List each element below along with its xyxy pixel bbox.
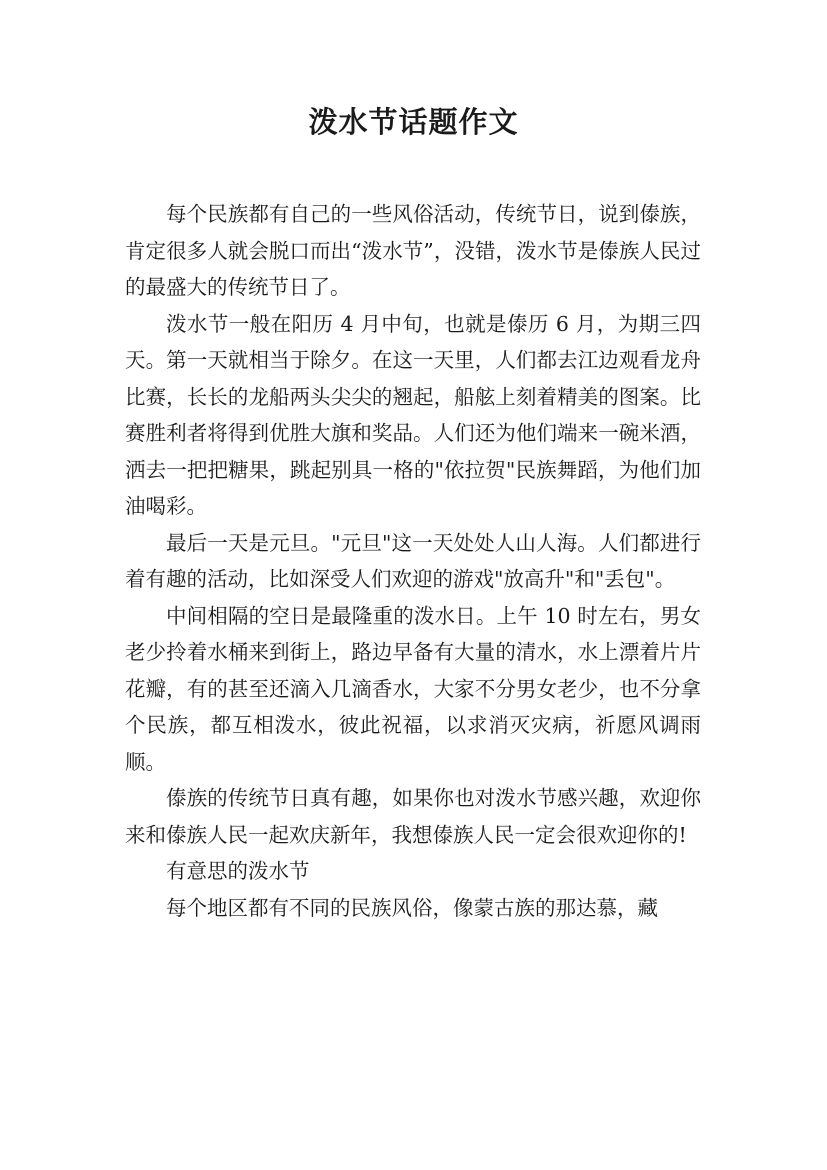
paragraph: 泼水节一般在阳历 4 月中旬，也就是傣历 6 月，为期三四天。第一天就相当于除夕。在这一天里，人们都去江边观看龙舟比赛，长长的龙船两头尖尖的翘起，船舷上刻着精美的图案。比赛胜利者将得到优胜大旗和奖品。人们还为他们端来一碗米酒，洒去一把把糖果，跳起别具一格的"依拉贺"民族舞蹈，为他们加油喝彩。 [125, 311, 701, 518]
document-title: 泼水节话题作文 [308, 105, 519, 139]
paragraph: 傣族的传统节日真有趣，如果你也对泼水节感兴趣，欢迎你来和傣族人民一起欢庆新年，我想傣族人民一定会很欢迎你的! [125, 786, 701, 847]
paragraph: 每个地区都有不同的民族风俗，像蒙古族的那达慕，藏 [166, 895, 658, 920]
section-heading: 有意思的泼水节 [166, 859, 310, 883]
paragraph: 中间相隔的空日是最隆重的泼水日。上午 10 时左右，男女老少拎着水桶来到街上，路边早备有大量的清水，水上漂着片片花瓣，有的甚至还滴入几滴香水，大家不分男女老少，也不分拿个民族，都互相泼水，彼此祝福，以求消灭灾病，祈愿风调雨顺。 [125, 603, 701, 774]
document-body [125, 196, 701, 926]
paragraph: 每个民族都有自己的一些风俗活动，传统节日，说到傣族，肯定很多人就会脱口而出“泼水节”，没错，泼水节是傣族人民过的最盛大的传统节日了。 [125, 202, 701, 299]
paragraph: 最后一天是元旦。"元旦"这一天处处人山人海。人们都进行着有趣的活动，比如深受人们欢迎的游戏"放高升"和"丢包"。 [125, 530, 701, 591]
